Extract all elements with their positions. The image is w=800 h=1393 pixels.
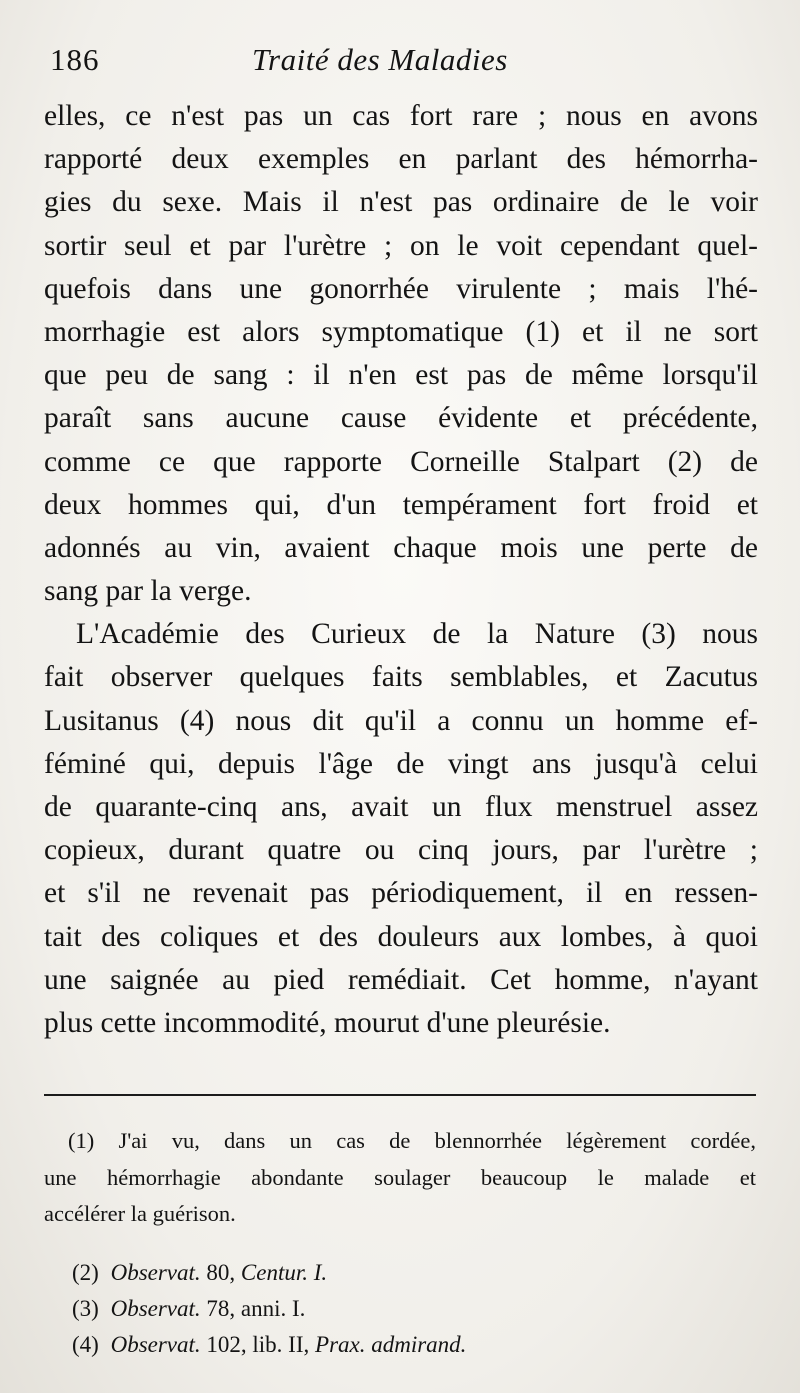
text-line: adonnés au vin, avaient chaque mois une perte de xyxy=(44,531,758,564)
page-header xyxy=(42,38,762,86)
footnote-source: Observat. xyxy=(110,1331,201,1357)
text-line: une saignée au pied remédiait. Cet homme, n'ayant xyxy=(44,963,758,996)
footnote-mark: (4) xyxy=(72,1331,99,1357)
footnote-extra: Centur. I. xyxy=(240,1259,328,1285)
main-text xyxy=(44,95,758,1045)
footnote-reference xyxy=(44,1291,756,1327)
footnote-reference xyxy=(44,1255,756,1291)
text-line: féminé qui, depuis l'âge de vingt ans jusqu'à celui xyxy=(44,747,758,780)
footnote-line: (1) J'ai vu, dans un cas de blennorrhée légèrement cordée, xyxy=(68,1128,756,1153)
text-line: morrhagie est alors symptomatique (1) et il ne sort xyxy=(44,315,758,348)
footnote-reference xyxy=(44,1327,756,1363)
footnote-line: accélérer la guérison. xyxy=(44,1201,236,1226)
text-line: fait observer quelques faits semblables, et Zacutus xyxy=(44,661,758,694)
footnote-detail: 80, xyxy=(206,1259,236,1285)
footnote-mark: (3) xyxy=(72,1295,99,1321)
text-line: L'Académie des Curieux de la Nature (3) nous xyxy=(76,618,758,651)
text-line: sortir seul et par l'urètre ; on le voit cependant quel- xyxy=(44,229,758,262)
footnotes xyxy=(44,1123,756,1363)
footnote-extra: Prax. admirand. xyxy=(315,1331,467,1357)
text-line: et s'il ne revenait pas périodiquement, il en ressen- xyxy=(44,877,758,910)
footnote-divider xyxy=(44,1094,756,1096)
footnote-line: une hémorrhagie abondante soulager beaucoup le malade et xyxy=(44,1164,756,1190)
text-line: deux hommes qui, d'un tempérament fort froid et xyxy=(44,488,758,521)
footnote-detail: 102, lib. II, xyxy=(206,1331,310,1357)
text-line: gies du sexe. Mais il n'est pas ordinaire de le voir xyxy=(44,186,758,219)
text-line: tait des coliques et des douleurs aux lombes, à quoi xyxy=(44,920,758,953)
page-number: 186 xyxy=(50,42,100,77)
text-line: de quarante-cinq ans, avait un flux menstruel assez xyxy=(44,791,758,823)
text-line: copieux, durant quatre ou cinq jours, par l'urètre ; xyxy=(44,834,758,867)
footnote-mark: (2) xyxy=(72,1259,99,1285)
text-line: que peu de sang : il n'en est pas de même lorsqu'il xyxy=(44,359,758,392)
text-line: elles, ce n'est pas un cas fort rare ; nous en avons xyxy=(44,100,758,132)
footnote-source: Observat. xyxy=(110,1259,201,1285)
text-line: rapporté deux exemples en parlant des hémorrha- xyxy=(44,143,758,176)
text-line: comme ce que rapporte Corneille Stalpart (2) de xyxy=(44,445,758,478)
footnote-source: Observat. xyxy=(110,1295,201,1321)
text-line: paraît sans aucune cause évidente et précédente, xyxy=(44,402,758,435)
footnote-detail: 78, anni. I. xyxy=(206,1295,306,1321)
text-line: quefois dans une gonorrhée virulente ; mais l'hé- xyxy=(44,272,758,305)
text-line: Lusitanus (4) nous dit qu'il a connu un homme ef- xyxy=(44,704,758,737)
text-line: sang par la verge. xyxy=(44,575,252,608)
running-title: Traité des Maladies xyxy=(252,42,508,77)
text-line: plus cette incommodité, mourut d'une pleurésie. xyxy=(44,1006,611,1039)
